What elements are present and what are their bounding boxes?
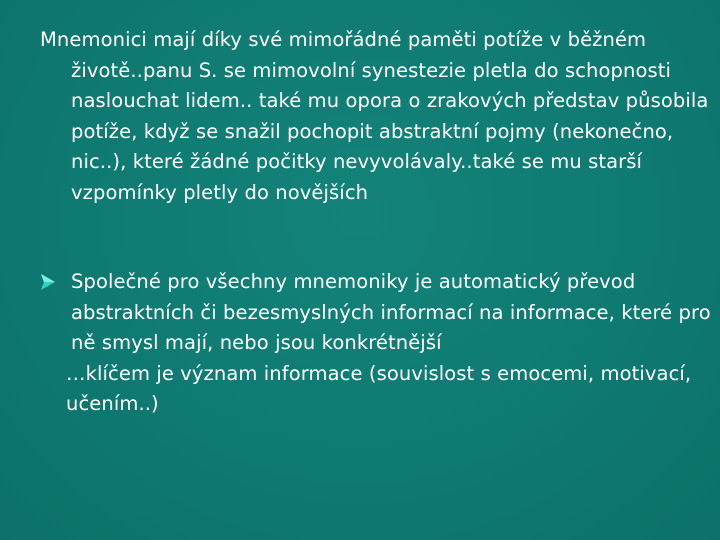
bullet-item-common-feature bbox=[40, 267, 720, 420]
bullet-continuation-text: …klíčem je význam informace (souvislost s emocemi, motivací, učením..) bbox=[66, 361, 692, 415]
paragraph-mnemonists-difficulties: Mnemonici mají díky své mimořádné paměti potíže v běžném životě..panu S. se mimovolní synestezie pletla do schopnosti naslouchat lidem.. také mu opora o zrakových představ působila potíže, když se snažil pochopit abstraktní pojmy (nekonečno, nic..), které žádné počitky nevyvolávaly..také se mu starší vzpomínky pletly do novějších bbox=[40, 28, 709, 204]
bullet-text: Společné pro všechny mnemoniky je automatický převod abstraktních či bezesmyslných informací na informace, které pro ně smysl mají, nebo jsou konkrétnější bbox=[71, 270, 711, 354]
